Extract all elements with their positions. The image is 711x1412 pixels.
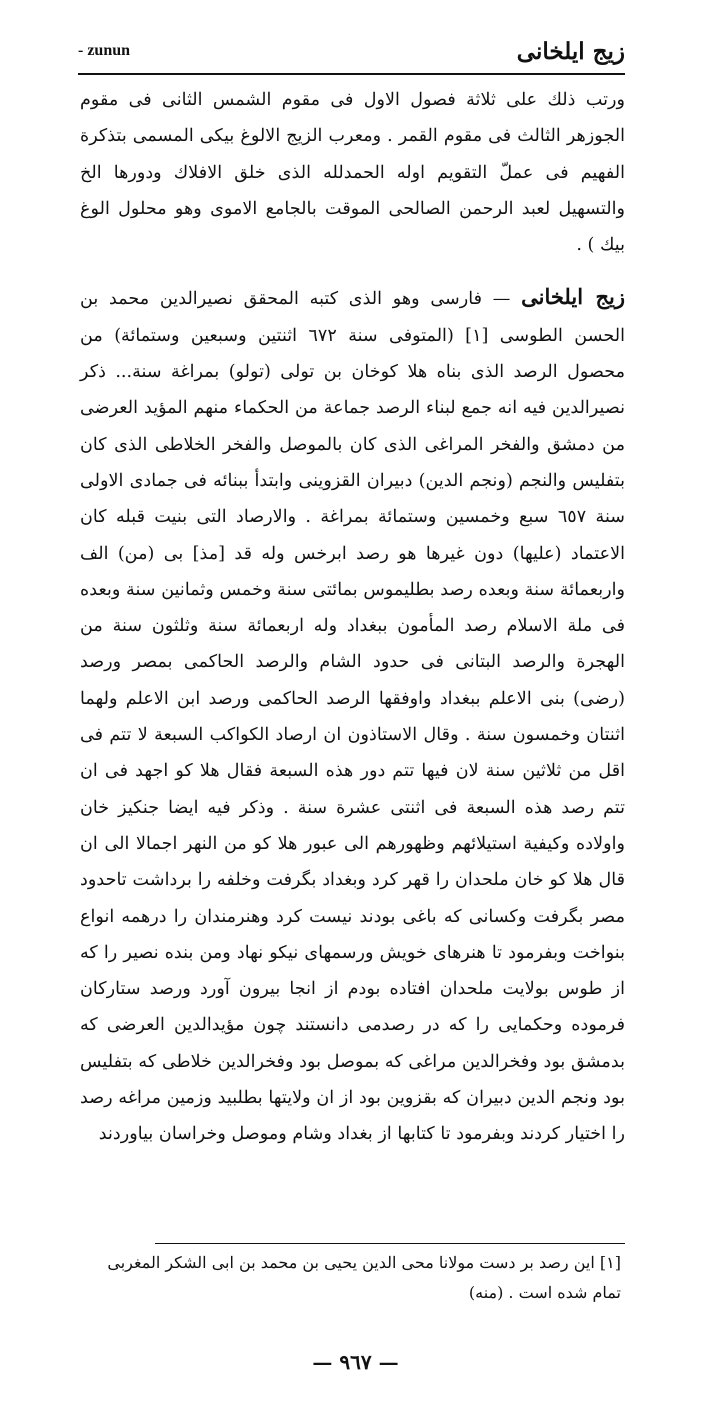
running-title: زيج ايلخانى	[516, 37, 625, 65]
page-header	[78, 32, 625, 70]
main-text	[80, 82, 625, 1240]
entry-paragraph	[80, 279, 625, 1152]
footnote-rule	[155, 1243, 625, 1244]
section-mark: - zunun	[78, 42, 131, 59]
footnote: [١] اين رصد بر دست مولانا محى الدين يحيى بن محمد بن ابى الشكر المغربى تمام شده است . (منه)	[107, 1253, 621, 1302]
entry-body: — فارسى وهو الذى كتبه المحقق نصيرالدين محمد بن الحسن الطوسى [١] (المتوفى سنة ٦٧٢ اثنتين وسبعين وستمائة) من محصول الرصد الذى بناه هلا كوخان بن تولى (تولو) بمراغة سنة... ذكر نصيرالدين فيه انه جمع لبناء الرصد جماعة من الحكماء منهم المؤيد العرضى من دمشق والفخر المراغى الذى كان بالموصل والفخر الخلاطى الذى كان بتفليس والنجم (ونجم الدين) دبيران القزوينى وابتدأ ببنائه فى جمادى الاولى سنة ٦٥٧ سبع وخمسين وستمائة بمراغة . والارصاد التى بنيت قبله كان الاعتماد (عليها) دون غيرها هو رصد ابرخس وله قد [مذ] بى (من) الف واربعمائة سنة وبعده رصد بطليموس بمائتى سنة وخمس وثمانين سنة وبعده فى ملة الاسلام رصد المأمون ببغداد وله اربعمائة سنة وثلثون سنة من الهجرة والرصد البتانى فى حدود الشام والرصد الحاكمى بمصر ورصد (رضى) بنى الاعلم ببغداد واوفقها الرصد الحاكمى ورصد ابن الاعلم ولهما اثنتان وخمسون سنة . وقال الاستاذون ان ارصاد الكواكب السبعة لا تتم فى اقل من ثلاثين سنة لان فيها تتم دور هذه السبعة فقال هلا كو اجهد فى ان تتم رصد هذه السبعة فى اثنتى عشرة سنة . وذكر فيه ايضا جنكيز خان واولاده وكيفية استيلائهم وظهورهم الى عبور هلا كو من النهر اجمالا الى ان قال هلا كو خان ملحدان را قهر كرد وبغداد بگرفت وخلفه را برداشت تاحدود مصر بگرفت وكسانى كه باغى بودند نيست كرد وهنرمندان را درهمه انواع بنواخت وبفرمود تا هنرهاى خويش ورسمهاى نيكو نهاد ومن بنده نصير را كه از طوس بولايت ملحدان افتاده بودم از انجا بيرون آورد ورصد ستاركان فرموده وحكمايى را كه در رصدمى دانستند چون مؤيدالدين العرضى كه بدمشق بود وفخرالدين مراغى كه بموصل بود وفخرالدين خلاطى كه بتفليس بود ونجم الدين دبيران كه بقزوين بود از ان ولايتها بطلبيد وزمين مراغه رصد را اختيار كردند وبفرمود تا كتابها از بغداد وشام وموصل وخراسان بياوردند	[80, 289, 626, 1145]
page-number: — ٩٦٧ —	[312, 1350, 399, 1374]
header-rule	[78, 73, 625, 75]
paragraph-continuation: ورتب ذلك على ثلاثة فصول الاول فى مقوم الشمس الثانى فى مقوم الجوزهر الثالث فى مقوم القمر . ومعرب الزيج الالوغ بيكى المسمى بتذكرة الفهيم فى عملّ التقويم اوله الحمدلله الذى خلق الافلاك ودورها الخ والتسهيل لعبد الرحمن الصالحى الموقت بالجامع الاموى وهو محلول الوغ بيك ) .	[80, 90, 625, 256]
entry-title: زيج ايلخانى	[521, 284, 626, 310]
